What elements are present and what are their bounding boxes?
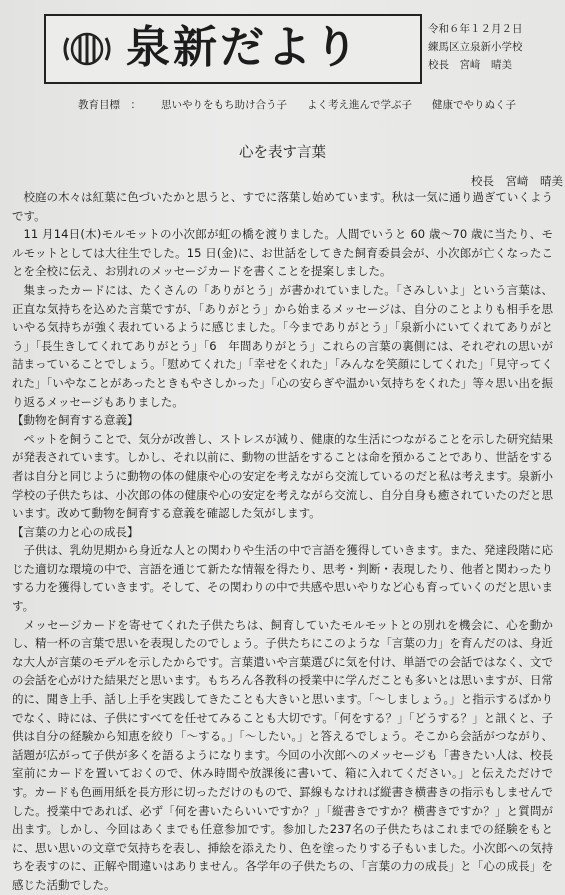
article-title: 心を表す言葉 [239,145,326,161]
paragraph: ペットを飼うことで、気分が改善し、ストレスが減り、健康的な生活につながることを示した研究結果が発表されています。しかし、それ以前に、動物の世話をすることは命を預かることであり、世話をする者は自分と同じように動物の体の健康や心の安定を考えながら交流しているのだと私は考えます。泉新小学校の子供たちは、小次郎の体の健康や心の安定を考えながら交流し、自分自身も癒されていたのだと思います。改めて動物を飼育する意義を確認した気がします。 [12,431,553,521]
paragraph: 11 月14日(木)モルモットの小次郎が虹の橋を渡りました。人間でいうと 60 歳～70 歳に当たり、モルモットとしては大往生でした。15 日(金)に、お世話をしてきた飼育委員会が、小次郎が亡くなったことを全校に伝え、お別れのメッセージカードを書くことを提案しました。 [12,227,553,279]
goals-label: 教育目標 ： [78,99,141,111]
issue-date: 令和６年１２月２日 [428,23,523,35]
newsletter-title: 泉新だより [126,22,361,73]
paragraph: メッセージカードを寄せてくれた子供たちは、飼育していたモルモットとの別れを機会に、心を動かし、精一杯の言葉で思いを表現したのでしょう。子供たちにこのような「言葉の力」を育んだのは、身近な大人が言葉のモデルを示したからです。言葉遣いや言葉選びに気を付け、単語での会話ではなく、文での会話を心がけた結果だと思います。もちろん各教科の授業中に学んだことも多いとは思いますが、日常的に、聞き上手、話し上手を実践してきたことも大きいと思います。「～しましょう。」と指示するばかりでなく、時には、子供にすべてを任せてみることも大切です。「何をする？」「どうする？」と訊くと、子供は自分の経験から知恵を絞り「～する。」「～したい。」と答えるでしょう。そこから会話がつながり、話題が広がって子供が多くを語るようになります。今回の小次郎へのメッセージも「書きたい人は、校長室前にカードを置いておくので、休み時間や放課後に書いて、箱に入れてください。」と伝えただけです。カードも色画用紙を長方形に切っただけのもので、罫線もなければ縦書き横書きの指示もしませんでした。授業中であれば、必ず「何を書いたらいいですか？」「縦書きですか？横書きですか？」と質問が出ます。しかし、今回はあくまでも任意参加です。参加した237名の子供たちはこれまでの経験をもとに、思い思いの文章で気持ちを表し、挿絵を添えたり、色を塗ったりする子もいました。小次郎への気持ちを表すのに、正解や間違いはありません。各学年の子供たちの、「言葉の力の成長」と「心の成長」を感じた活動でした。 [12,617,553,892]
principal-name: 校長 宮﨑 晴美 [428,59,512,71]
goal-item: 思いやりをもち助け合う子 [161,99,287,111]
goal-item: よく考え進んで学ぶ子 [307,99,412,111]
school-name: 練馬区立泉新小学校 [428,41,523,53]
article-byline: 校長 宮﨑 晴美 [471,174,563,188]
section-heading: 【言葉の力と心の成長】 [12,524,139,539]
paragraph: 校庭の木々は紅葉に色づいたかと思うと、すでに落葉し始めています。秋は一気に通り過ぎていくようです。 [12,190,553,223]
school-emblem-icon [58,24,116,74]
issue-meta [428,20,523,74]
goal-item: 健康でやりぬく子 [432,99,516,111]
paragraph: 集まったカードには、たくさんの「ありがとう」が書かれていました。「さみしいよ」という言葉は、正直な気持ちを込めた言葉ですが、「ありがとう」から始まるメッセージは、自分のことよりも相手を思いやる気持ちが強く表れているように感じました。「今までありがとう」「泉新小にいてくれてありがとう」「長生きしてくれてありがとう」「6 年間ありがとう」これらの言葉の裏側には、それぞれの思いが詰まっていることでしょう。「慰めてくれた」「幸せをくれた」「みんなを笑顔にしてくれた」「見守ってくれた」「いやなことがあったときもやさしかった」「心の安らぎや温かい気持ちをくれた」等々思い出を振り返るメッセージもありました。 [12,282,553,409]
education-goals [78,97,516,112]
article-body [12,188,553,895]
paragraph: 子供は、乳幼児期から身近な人との関わりや生活の中で言語を獲得していきます。また、発達段階に応じた適切な環境の中で、言語を通じて新たな情報を得たり、思考・判断・表現したり、他者と関わったりする力を獲得していきます。そして、その関わりの中で共感や思いやりなど心も育っていくのだと思います。 [12,543,553,614]
section-heading: 【動物を飼育する意義】 [12,413,139,428]
